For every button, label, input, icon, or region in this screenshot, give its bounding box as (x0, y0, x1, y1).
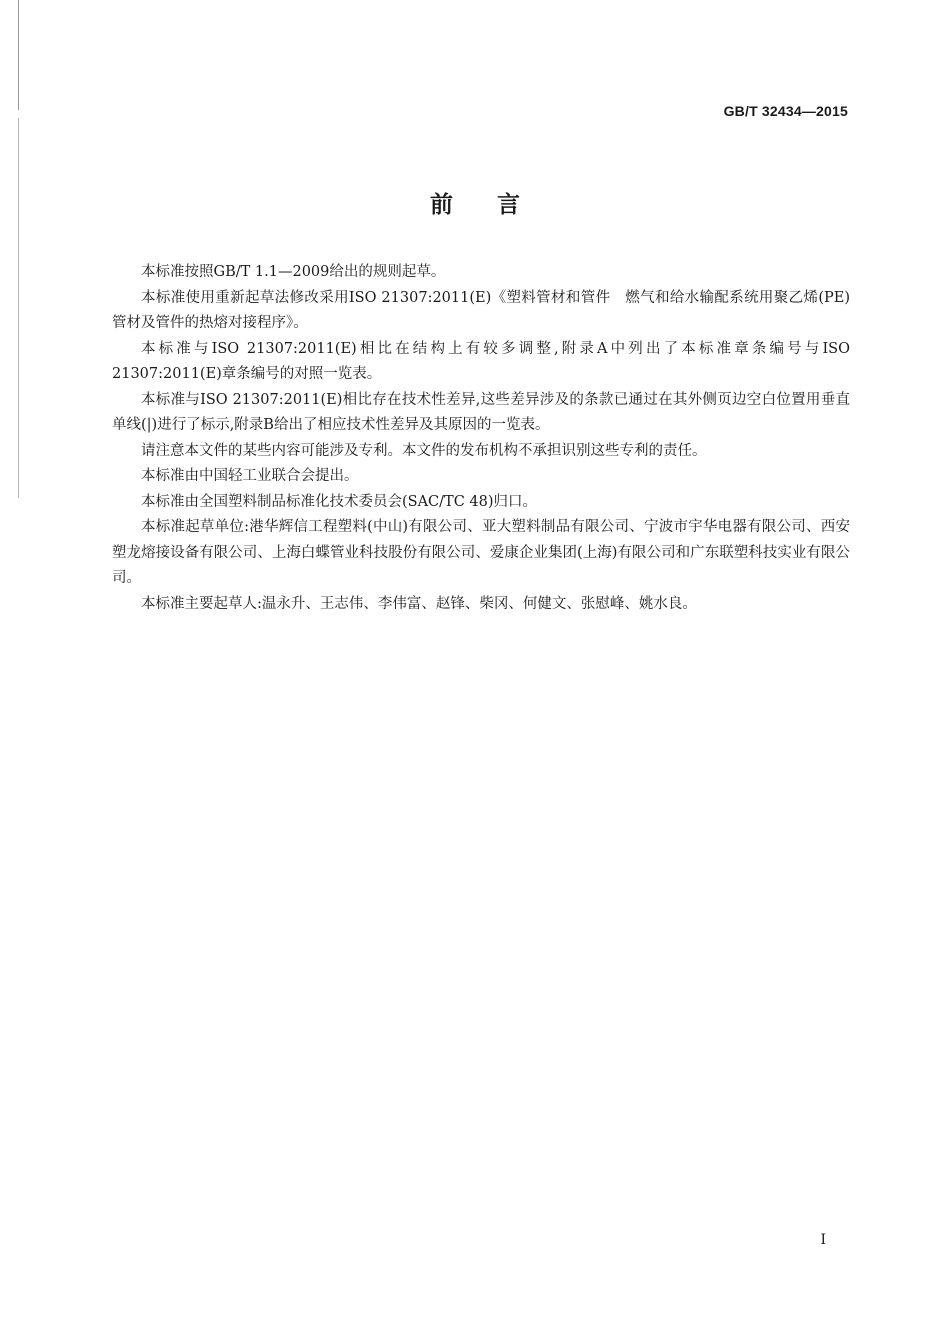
paragraph: 本标准与ISO 21307:2011(E)相比存在技术性差异,这些差异涉及的条款已通过在其外侧页边空白位置用垂直单线(|)进行了标示,附录B给出了相应技术性差异及其原因的一览表。 (112, 391, 850, 433)
binding-margin-line (18, 118, 19, 498)
paragraph: 本标准由全国塑料制品标准化技术委员会(SAC/TC 48)归口。 (141, 493, 538, 510)
paragraph: 本标准按照GB/T 1.1—2009给出的规则起草。 (141, 264, 446, 280)
paragraph: 本标准由中国轻工业联合会提出。 (141, 468, 359, 484)
paragraph: 请注意本文件的某些内容可能涉及专利。本文件的发布机构不承担识别这些专利的责任。 (141, 442, 707, 459)
foreword-body (112, 260, 850, 617)
page-title: 前言 (430, 191, 564, 218)
paragraph: 本标准使用重新起草法修改采用ISO 21307:2011(E)《塑料管材和管件 燃气和给水输配系统用聚乙烯(PE)管材及管件的热熔对接程序》。 (112, 289, 850, 331)
paragraph: 本标准与ISO 21307:2011(E)相比在结构上有较多调整,附录A中列出了本标准章条编号与ISO 21307:2011(E)章条编号的对照一览表。 (112, 340, 850, 382)
standard-number: GB/T 32434—2015 (723, 103, 848, 119)
binding-margin-line (18, 0, 19, 110)
paragraph: 本标准起草单位:港华辉信工程塑料(中山)有限公司、亚大塑料制品有限公司、宁波市宇华电器有限公司、西安塑龙熔接设备有限公司、上海白蝶管业科技股份有限公司、爱康企业集团(上海)有限公司和广东联塑科技实业有限公司。 (112, 519, 850, 586)
page-number: I (820, 1232, 826, 1248)
paragraph: 本标准主要起草人:温永升、王志伟、李伟富、赵锋、柴冈、何健文、张慰峰、姚水良。 (141, 595, 697, 612)
